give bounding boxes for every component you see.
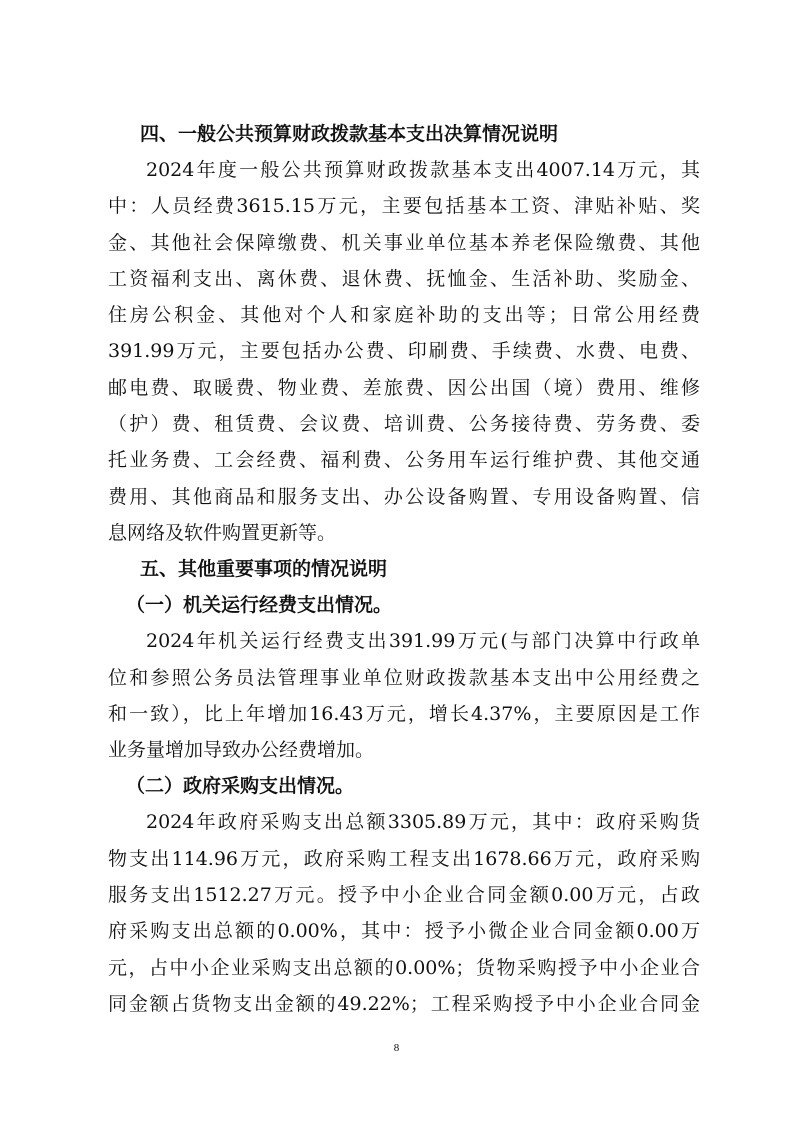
- section-heading: 四、一般公共预算财政拨款基本支出决算情况说明: [140, 123, 559, 145]
- paragraph-line: 金、其他社会保障缴费、机关事业单位基本养老保险缴费、其他: [108, 231, 700, 254]
- paragraph-line: 服务支出1512.27万元。授予中小企业合同金额0.00万元，占政: [108, 884, 700, 907]
- paragraph-line: 府采购支出总额的0.00%，其中：授予小微企业合同金额0.00万: [108, 920, 700, 943]
- subsection-heading: （二）政府采购支出情况。: [126, 775, 355, 798]
- paragraph-line: 中：人员经费3615.15万元，主要包括基本工资、津贴补贴、奖: [108, 195, 700, 218]
- paragraph: [108, 152, 700, 551]
- paragraph-line: 托业务费、工会经费、福利费、公务用车运行维护费、其他交通: [108, 449, 700, 472]
- paragraph: [108, 623, 700, 768]
- paragraph-line: 工资福利支出、离休费、退休费、抚恤金、生活补助、奖励金、: [108, 267, 700, 290]
- section-heading: 五、其他重要事项的情况说明: [140, 558, 388, 581]
- paragraph-line: 2024年政府采购支出总额3305.89万元，其中：政府采购货: [146, 811, 700, 834]
- paragraph-line: 2024年机关运行经费支出391.99万元(与部门决算中行政单: [146, 630, 700, 653]
- paragraph-line: 同金额占货物支出金额的49.22%；工程采购授予中小企业合同金: [108, 992, 700, 1015]
- subsection-heading: （一）机关运行经费支出情况。: [126, 594, 393, 617]
- paragraph-line: 业务量增加导致办公经费增加。: [108, 739, 375, 762]
- paragraph-line: 住房公积金、其他对个人和家庭补助的支出等；日常公用经费: [108, 304, 700, 327]
- paragraph-line: （护）费、租赁费、会议费、培训费、公务接待费、劳务费、委: [108, 413, 700, 436]
- paragraph-line: 息网络及软件购置更新等。: [108, 521, 337, 544]
- paragraph-line: 2024年度一般公共预算财政拨款基本支出4007.14万元，其: [146, 159, 700, 181]
- paragraph-line: 元，占中小企业采购支出总额的0.00%；货物采购授予中小企业合: [108, 956, 700, 979]
- paragraph-line: 邮电费、取暖费、物业费、差旅费、因公出国（境）费用、维修: [108, 376, 700, 399]
- paragraph-line: 位和参照公务员法管理事业单位财政拨款基本支出中公用经费之: [108, 666, 700, 689]
- paragraph-line: 391.99万元，主要包括办公费、印刷费、手续费、水费、电费、: [108, 340, 700, 363]
- paragraph-line: 费用、其他商品和服务支出、办公设备购置、专用设备购置、信: [108, 485, 700, 508]
- paragraph: [108, 804, 700, 1022]
- document-page: [108, 116, 700, 1022]
- paragraph-line: 和一致），比上年增加16.43万元，增长4.37%，主要原因是工作: [108, 702, 700, 725]
- page-number: 8: [393, 1042, 400, 1054]
- paragraph-line: 物支出114.96万元，政府采购工程支出1678.66万元，政府采购: [108, 847, 700, 870]
